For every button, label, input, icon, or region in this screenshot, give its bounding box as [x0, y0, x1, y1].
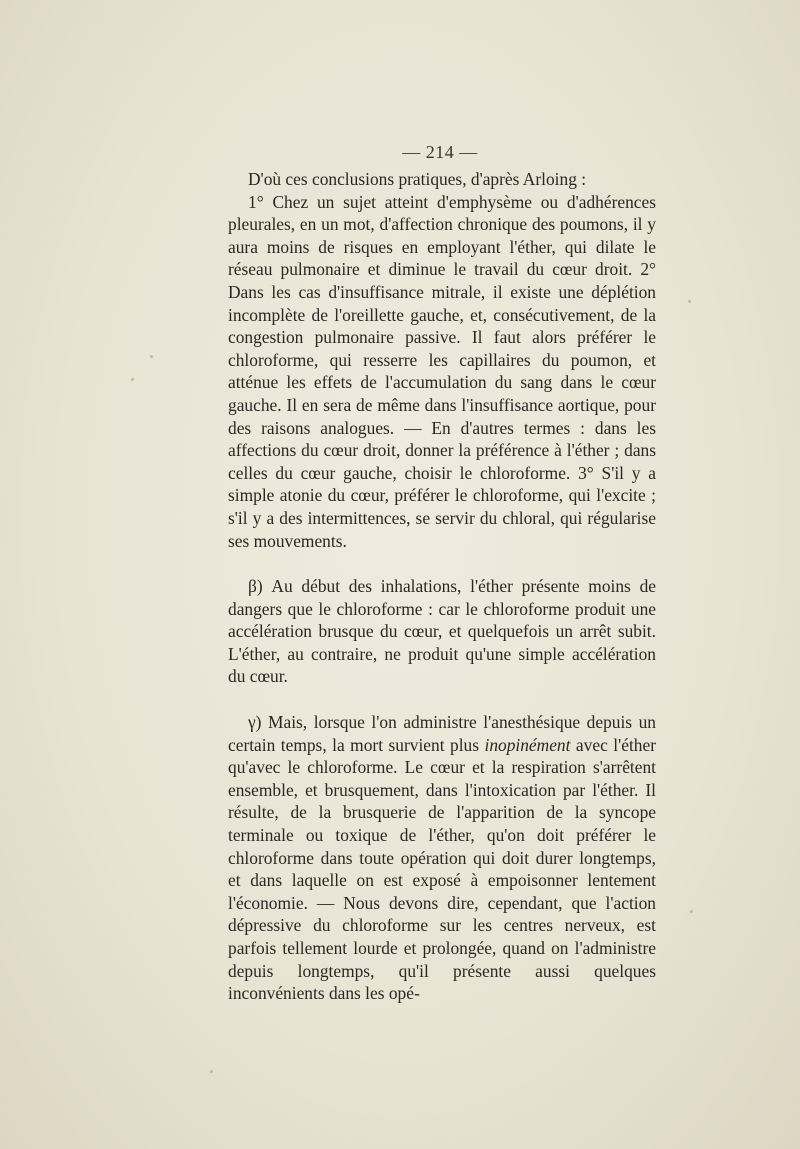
paper-speck [210, 1070, 213, 1073]
paragraph-beta: β) Au début des inhalations, l'éther présente moins de dangers que le chloroforme : car le chloroforme produit une accélération brusque du cœur, et quelquefois un arrêt subit. L'éther, au contraire, ne produit qu'une simple accélération du cœur. [228, 576, 656, 687]
paper-speck [131, 378, 134, 381]
paper-speck [688, 300, 691, 303]
paragraph-intro: D'où ces conclusions pratiques, d'après Arloing : [248, 169, 587, 189]
paragraph-gamma [228, 711, 656, 1005]
gamma-text-before: γ) Mais, lorsque l'on administre l'anesthésique depuis un certain temps, la mort survient plus [228, 712, 656, 755]
page-number: — 214 — [402, 142, 478, 162]
gamma-emphasis: inopinément [484, 734, 571, 755]
paper-speck [690, 910, 693, 913]
page-body [228, 168, 656, 1005]
gamma-text-after: avec l'éther qu'avec le chloroforme. Le cœur et la respiration s'arrêtent ensemble, et brusquement, dans l'intoxication par l'éther. Il résulte, de la brusquerie de l'apparition de la syncope terminale ou toxique de l'éther, qu'on doit préférer le chloroforme dans toute opération qui doit durer longtemps, et dans laquelle on est exposé à empoisonner lentement l'économie. — Nous devons dire, cependant, que l'action dépressive du chloroforme sur les centres nerveux, est parfois tellement lourde et prolongée, quand on l'administre depuis longtemps, qu'il présente aussi quelques inconvénients dans les opé- [228, 734, 656, 1004]
paragraph-conclusions: 1° Chez un sujet atteint d'emphysème ou d'adhérences pleurales, en un mot, d'affection chronique des poumons, il y aura moins de risques en employant l'éther, qui dilate le réseau pulmonaire et diminue le travail du cœur droit. 2° Dans les cas d'insuffisance mitrale, il existe une déplétion incomplète de l'oreillette gauche, et, consécutivement, de la congestion pulmonaire passive. Il faut alors préférer le chloroforme, qui resserre les capillaires du poumon, et atténue les effets de l'accumulation du sang dans le cœur gauche. Il en sera de même dans l'insuffisance aortique, pour des raisons analogues. — En d'autres termes : dans les affections du cœur droit, donner la préférence à l'éther ; dans celles du cœur gauche, choisir le chloroforme. 3° S'il y a simple atonie du cœur, préférer le chloroforme, qui l'excite ; s'il y a des intermittences, se servir du chloral, qui régularise ses mouvements. [228, 191, 656, 551]
paper-speck [150, 355, 153, 358]
